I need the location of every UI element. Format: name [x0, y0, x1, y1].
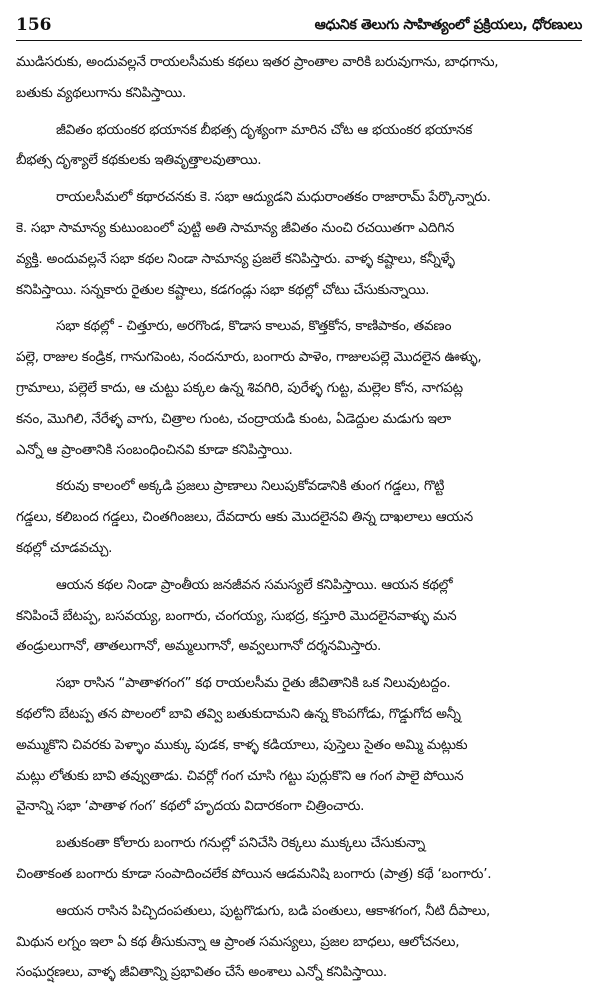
text-line: మిథున లగ్నం ఇలా ఏ కథ తీసుకున్నా ఆ ప్రాంత సమస్యలు, ప్రజల బాధలు, ఆలోచనలు, — [16, 933, 460, 950]
text-line: ముడిసరుకు, అందువల్లనే రాయలసీమకు కథలు ఇతర ప్రాంతాల వారికి బరువుగాను, బాధగాను, — [16, 54, 499, 70]
text-line: ఎన్నో ఆ ప్రాంతానికి సంబంధించినవి కూడా కనిపిస్తాయి. — [16, 441, 293, 458]
paragraph — [16, 896, 582, 988]
text-line: ఆయన కథల నిండా ప్రాంతీయ జనజీవన సమస్యలే కనిపిస్తాయి. ఆయన కథల్లో — [56, 576, 453, 593]
text-line: గ్రామాలు, పల్లెలే కాదు, ఆ చుట్టు పక్కల ఉన్న శివగిరి, పురేళ్ళ గుట్ట, మల్లెల కోన, నాగపట్ల — [16, 379, 463, 396]
text-line: వైనాన్ని సభా ‘పాతాళ గంగ’ కథలో హృదయ విదారకంగా చిత్రించారు. — [16, 798, 365, 815]
page-header — [16, 10, 582, 41]
text-line: సంఘర్షణలు, వాళ్ళ జీవితాన్ని ప్రభావితం చేసే అంశాలు ఎన్నో కనిపిస్తాయి. — [16, 964, 387, 981]
text-line: బతుకంతా కోలారు బంగారు గనుల్లో పనిచేసి రెక్కలు ముక్కలు చేసుకున్నా — [56, 835, 425, 852]
text-line: సభా రాసిన “పాతాళగంగ” కథ రాయలసీమ రైతు జీవితానికి ఒక నిలువుటద్దం. — [56, 675, 451, 692]
text-line: ఆయన రాసిన పిచ్చిదంపతులు, పుట్టగొడుగు, బడి పంతులు, ఆకాశగంగ, నీటి దీపాలు, — [56, 902, 491, 919]
text-line: పల్లె, రాజుల కండ్రిక, గానుగపెంట, నందనూరు, బంగారు పాళెం, గాజులపల్లె మొదలైన ఊళ్ళు, — [16, 349, 482, 366]
paragraph — [16, 311, 582, 465]
text-line: బతుకు వ్యథలుగాను కనిపిస్తాయి. — [16, 84, 187, 101]
text-line: కనం, మొగిలి, నేరేళ్ళ వాగు, చిత్రాల గుంట, చంద్రాయడి కుంట, ఏడెద్దుల మడుగు ఇలా — [16, 410, 451, 427]
paragraph — [16, 47, 582, 109]
page-number: 156 — [16, 15, 52, 35]
text-line: కనిపించే బేటప్ప, బసవయ్య, బంగారు, చంగయ్య, సుభద్ర, కస్తూరి మొదలైనవాళ్ళు మన — [16, 607, 457, 624]
text-line: జీవితం భయంకర భయానక బీభత్స దృశ్యంగా మారిన చోట ఆ భయంకర భయానక — [56, 121, 473, 138]
paragraph — [16, 570, 582, 662]
text-line: అమ్ముకొని చివరకు పెళ్ళాం ముక్కు పుడక, కాళ్ళ కడియాలు, పుస్తెలు సైతం అమ్మి మట్లుకు — [16, 736, 468, 753]
text-line: రాయలసీమలో కథారచనకు కె. సభా ఆద్యుడని మధురాంతకం రాజారామ్ పేర్కొన్నారు. — [56, 189, 491, 206]
paragraph — [16, 668, 582, 822]
paragraph — [16, 182, 582, 305]
text-line: చింతాకంత బంగారు కూడా సంపాదించలేక పోయిన ఆడమనిషి బంగారు (పాత్ర) కథే ‘బంగారు’. — [16, 865, 492, 882]
paragraph — [16, 471, 582, 563]
text-line: కథలోని బేటప్ప తన పొలంలో బావి తవ్వి బతుకుదామని ఉన్న కొంపగోడు, గొడ్డుగోద అన్నీ — [16, 705, 461, 722]
text-line: కనిపిస్తాయి. సన్నకారు రైతుల కష్టాలు, కడగండ్లు సభా కథల్లో చోటు చేసుకున్నాయి. — [16, 281, 430, 298]
text-line: కె. సభా సామాన్య కుటుంబంలో పుట్టి అతి సామాన్య జీవితం నుంచి రచయితగా ఎదిగిన — [16, 219, 455, 236]
running-head: ఆధునిక తెలుగు సాహిత్యంలో ప్రక్రియలు, ధోరణులు — [314, 17, 582, 33]
text-line: వ్యక్తి. అందువల్లనే సభా కథల నిండా సామాన్య ప్రజలే కనిపిస్తారు. వాళ్ళ కష్టాలు, కన్నీళ్ళే — [16, 250, 455, 267]
body-text — [16, 47, 582, 988]
text-line: గడ్డలు, కలిబంద గడ్డలు, చింతగింజలు, దేవదారు ఆకు మొదలైనవి తిన్న దాఖలాలు ఆయన — [16, 509, 473, 526]
paragraph — [16, 115, 582, 177]
text-line: తండ్రులుగానో, తాతలుగానో, అమ్మలుగానో, అవ్వలుగానో దర్శనమిస్తారు. — [16, 638, 382, 655]
text-line: మట్లు లోతుకు బావి తవ్వుతాడు. చివర్లో గంగ చూసి గట్టు పుర్లుకొని ఆ గంగ పాలై పోయిన — [16, 767, 464, 784]
text-line: కథల్లో చూడవచ్చు. — [16, 539, 113, 556]
text-line: సభా కథల్లో - చిత్తూరు, అరగొండ, కొడాస కాలువ, కొత్తకోన, కాణిపాకం, తవణం — [56, 318, 452, 335]
paragraph — [16, 828, 582, 890]
text-line: బీభత్స దృశ్యాలే కథకులకు ఇతివృత్తాలవుతాయి. — [16, 152, 262, 169]
text-line: కరువు కాలంలో అక్కడి ప్రజలు ప్రాణాలు నిలుపుకోవడానికి తుంగ గడ్డలు, గొట్టి — [56, 478, 445, 495]
